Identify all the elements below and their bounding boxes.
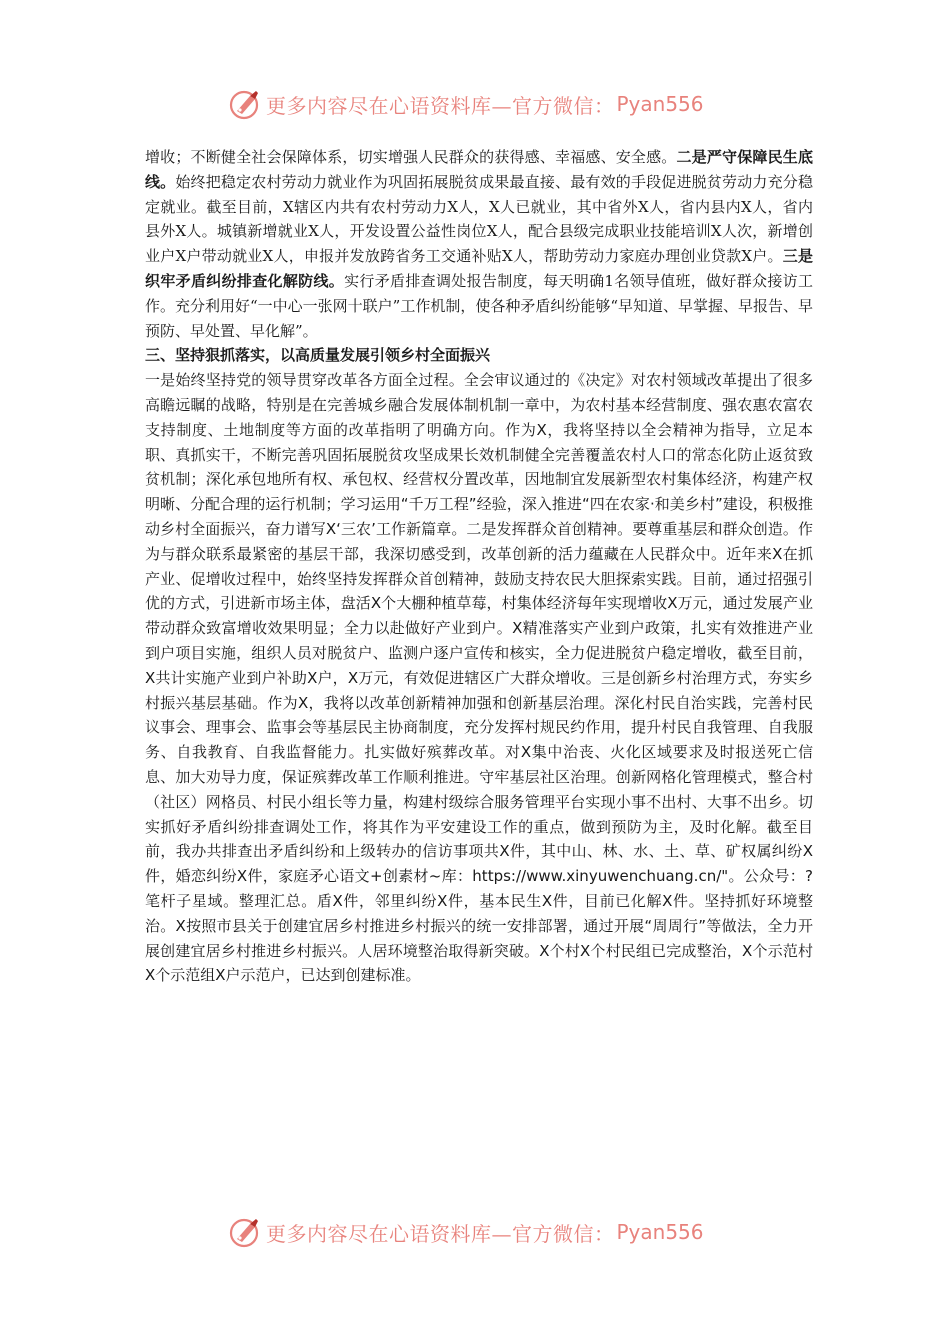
paragraph-text: 增收；不断健全社会保障体系，切实增强人民群众的获得感、幸福感、安全感。: [145, 148, 677, 166]
pen-nib-logo-icon: [228, 1215, 262, 1249]
header-watermark-banner: [0, 84, 950, 124]
paragraph-livelihood: [145, 145, 813, 343]
subheading-bold: 三是织牢矛盾纠纷排查化解防线。: [145, 247, 813, 290]
banner-contact: Pyan556: [616, 92, 704, 116]
banner-contact: Pyan556: [616, 1220, 704, 1244]
document-body: [145, 145, 813, 988]
paragraph-text: 实行矛盾排查调处报告制度，每天明确1名领导值班，做好群众接访工作。充分利用好“一中心一张网十联户”工作机制，使各种矛盾纠纷能够“早知道、早掌握、早报告、早预防、早处置、早化解”。: [145, 271, 814, 340]
banner-text: 更多内容尽在心语资料库—官方微信：: [266, 93, 615, 118]
banner-text: 更多内容尽在心语资料库—官方微信：: [266, 1221, 615, 1246]
footer-watermark-banner: [0, 1212, 950, 1252]
section-heading: 三、坚持狠抓落实，以高质量发展引领乡村全面振兴: [145, 346, 491, 365]
subheading-bold: 二是严守保障民生底线。: [145, 148, 813, 191]
paragraph-text: 始终把稳定农村劳动力就业作为巩固拓展脱贫成果最直接、最有效的手段促进脱贫劳动力充分稳定就业。截至目前，X辖区内共有农村劳动力X人，X人已就业，其中省外X人，省内县内X人，省内县外X人。城镇新增就业X人，开发设置公益性岗位X人，配合县级完成职业技能培训X人次，新增创业户X户带动就业X人，申报并发放跨省务工交通补贴X人，帮助劳动力家庭办理创业贷款X户。: [145, 172, 813, 266]
pen-nib-logo-icon: [228, 87, 262, 121]
paragraph-implementation: 一是始终坚持党的领导贯穿改革各方面全过程。全会审议通过的《决定》对农村领域改革提出了很多高瞻远瞩的战略，特别是在完善城乡融合发展体制机制一章中，为农村基本经营制度、强农惠农富农支持制度、土地制度等方面的改革指明了明确方向。作为X，我将坚持以全会精神为指导，立足本职、真抓实干，不断完善巩固拓展脱贫攻坚成果长效机制健全完善覆盖农村人口的常态化防止返贫致贫机制；深化承包地所有权、承包权、经营权分置改革，因地制宜发展新型农村集体经济，构建产权明晰、分配合理的运行机制；学习运用“千万工程”经验，深入推进“四在农家·和美乡村”建设，积极推动乡村全面振兴，奋力谱写X‘三农’工作新篇章。二是发挥群众首创精神。要尊重基层和群众创造。作为与群众联系最紧密的基层干部，我深切感受到，改革创新的活力蕴藏在人民群众中。近年来X在抓产业、促增收过程中，始终坚持发挥群众首创精神，鼓励支持农民大胆探索实践。目前，通过招强引优的方式，引进新市场主体，盘活X个大棚种植草莓，村集体经济每年实现增收X万元，通过发展产业带动群众致富增收效果明显；全力以赴做好产业到户。X精准落实产业到户政策，扎实有效推进产业到户项目实施，组织人员对脱贫户、监测户逐户宣传和核实，全力促进脱贫户稳定增收，截至目前，X共计实施产业到户补助X户，X万元，有效促进辖区广大群众增收。三是创新乡村治理方式，夯实乡村振兴基层基础。作为X，我将以改革创新精神加强和创新基层治理。深化村民自治实践，完善村民议事会、理事会、监事会等基层民主协商制度，充分发挥村规民约作用，提升村民自我管理、自我服务、自我教育、自我监督能力。扎实做好殡葬改革。对X集中治丧、火化区域要求及时报送死亡信息、加大劝导力度，保证殡葬改革工作顺利推进。守牢基层社区治理。创新网格化管理模式，整合村（社区）网格员、村民小组长等力量，构建村级综合服务管理平台实现小事不出村、大事不出乡。切实抓好矛盾纠纷排查调处工作，将其作为平安建设工作的重点，做到预防为主，及时化解。截至目前，我办共排查出矛盾纠纷和上级转办的信访事项共X件，其中山、林、水、土、草、矿权属纠纷X件，婚恋纠纷X件，家庭矛心语文+创素材~库：https://www.xinyuwenchuang.cn/"。公众号：?笔杆子星域。整理汇总。盾X件，邻里纠纷X件，基本民生X件，目前已化解X件。坚持抓好环境整治。X按照市县关于创建宜居乡村推进乡村振兴的统一安排部署，通过开展“周周行”等做法，全力开展创建宜居乡村推进乡村振兴。人居环境整治取得新突破。X个村X个村民组已完成整治，X个示范村X个示范组X户示范户，已达到创建标准。: [145, 371, 813, 985]
